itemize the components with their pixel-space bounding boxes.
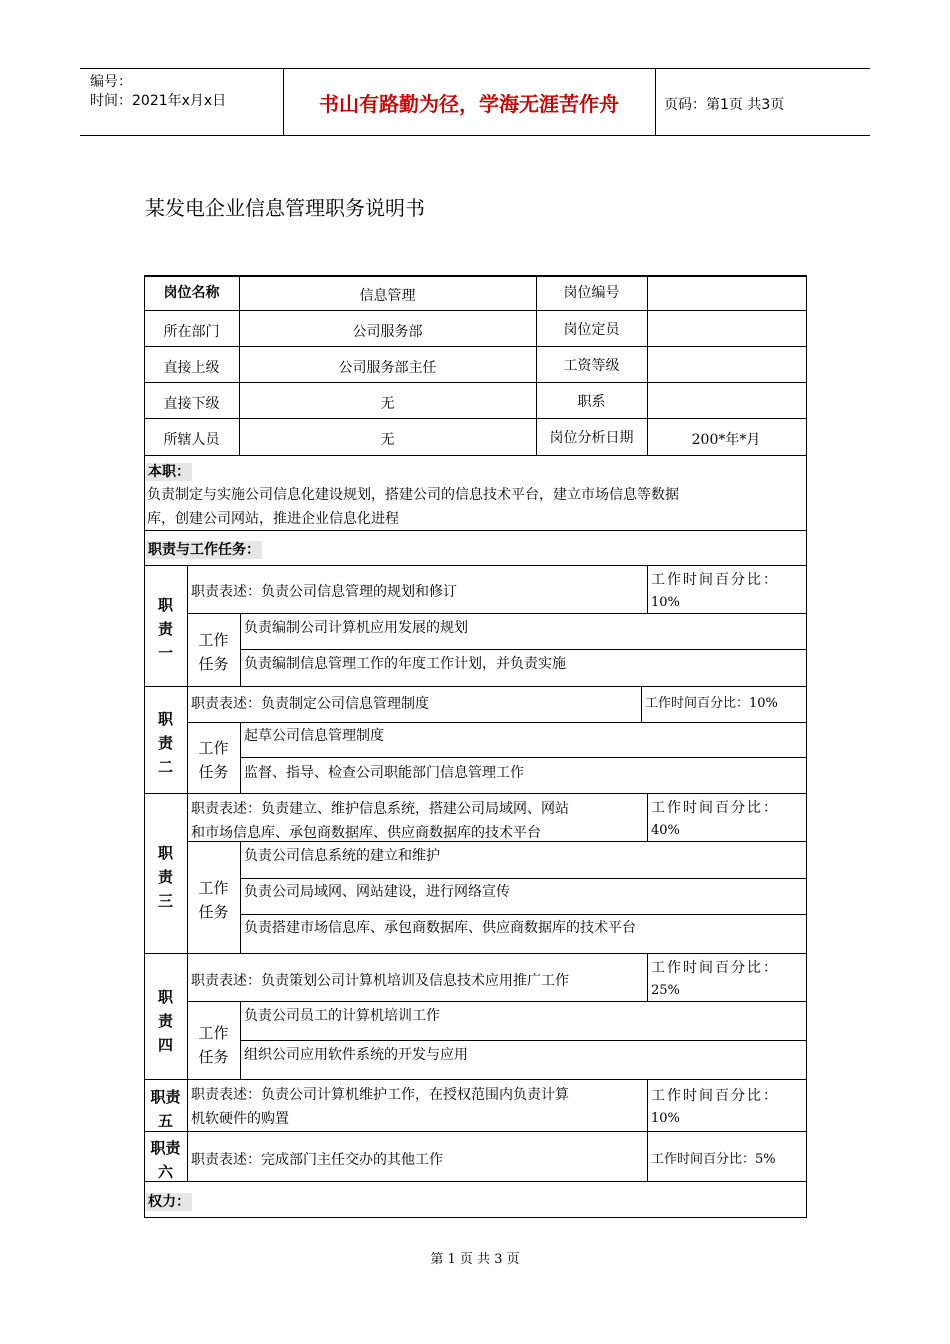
time-percentage-label: 工作时间百分比： — [651, 1088, 779, 1104]
duty-4-task: 负责公司员工的计算机培训工作 — [244, 1008, 440, 1024]
table-rule — [647, 953, 648, 1001]
duty-1-task: 负责编制公司计算机应用发展的规划 — [244, 620, 468, 636]
work-task-label: 工作 — [198, 631, 229, 649]
duty-2-work-task-label — [187, 736, 240, 784]
position-name-value: 信息管理 — [359, 288, 416, 304]
duty-label-char: 责 — [157, 620, 173, 638]
header-page-info: 页码：第1页 共3页 — [664, 97, 785, 113]
table-rule — [144, 418, 807, 419]
duty-label-char: 五 — [157, 1112, 173, 1130]
table-rule — [240, 841, 241, 953]
duty-label-char: 责 — [157, 868, 173, 886]
table-rule — [647, 1131, 648, 1181]
time-percentage-label: 工作时间百分比： — [651, 960, 779, 976]
duty-description-line: 职责表述：负责公司计算机维护工作，在授权范围内负责计算 — [191, 1087, 569, 1103]
time-percentage-label: 工作时间百分比： — [651, 800, 779, 816]
duty-3-time-percentage — [651, 797, 805, 842]
duty-label-char: 责 — [157, 734, 173, 752]
duty-5-description — [191, 1083, 647, 1131]
work-task-label: 工作 — [198, 739, 229, 757]
table-rule — [144, 382, 807, 383]
table-rule — [144, 455, 807, 456]
duty-label-char: 职 — [157, 844, 173, 862]
duty-1-time-percentage — [651, 569, 805, 614]
table-rule — [144, 953, 807, 954]
table-rule — [144, 275, 807, 277]
table-rule — [144, 793, 807, 794]
duty-label-char: 四 — [157, 1036, 173, 1054]
header-bottom-rule — [80, 135, 870, 136]
duty-label-char: 职 — [157, 988, 173, 1006]
power-section-label: 权力： — [148, 1194, 190, 1210]
table-rule — [240, 649, 807, 650]
header-motto: 书山有路勤为径，学海无涯苦作舟 — [319, 92, 619, 116]
duty-1-work-task-label — [187, 628, 240, 676]
duty-text-line: 库，创建公司网站，推进企业信息化进程 — [147, 511, 399, 527]
duty-label-char: 职 — [157, 710, 173, 728]
duty-3-task: 负责公司局域网、网站建设，进行网络宣传 — [244, 884, 510, 900]
table-rule — [647, 565, 648, 613]
job-series-label: 职系 — [577, 394, 606, 410]
duty-3-task: 负责搭建市场信息库、承包商数据库、供应商数据库的技术平台 — [244, 920, 636, 936]
table-rule — [144, 346, 807, 347]
time-percentage-label: 工作时间百分比： — [651, 572, 779, 588]
position-name-label: 岗位名称 — [163, 285, 220, 301]
salary-grade-label: 工资等级 — [563, 358, 620, 374]
analysis-date-label: 岗位分析日期 — [549, 430, 634, 446]
duty-label-char: 职责 — [150, 1139, 181, 1157]
time-percentage-value: 10% — [651, 595, 680, 610]
doc-time-label: 时间：2021年x月x日 — [90, 93, 227, 109]
duty-6-label — [144, 1136, 187, 1184]
table-rule — [240, 1040, 807, 1041]
duty-2-label — [144, 707, 187, 779]
table-rule — [144, 310, 807, 311]
table-rule — [187, 841, 807, 842]
department-value: 公司服务部 — [352, 324, 423, 340]
document-title: 某发电企业信息管理职务说明书 — [145, 196, 425, 220]
duty-description-line: 和市场信息库、承包商数据库、供应商数据库的技术平台 — [191, 825, 541, 841]
duty-label-char: 一 — [157, 644, 173, 662]
table-rule — [240, 757, 807, 758]
duty-2-description: 职责表述：负责制定公司信息管理制度 — [191, 696, 429, 712]
duty-6-description: 职责表述：完成部门主任交办的其他工作 — [191, 1152, 443, 1168]
job-description-table — [144, 275, 807, 1218]
duty-label-char: 二 — [157, 758, 173, 776]
duty-text — [147, 483, 807, 531]
duty-2-task: 起草公司信息管理制度 — [244, 728, 384, 744]
duty-2-task: 监督、指导、检查公司职能部门信息管理工作 — [244, 765, 524, 781]
header-top-rule — [80, 68, 870, 69]
header-divider — [655, 68, 656, 136]
managed-staff-label: 所辖人员 — [163, 432, 220, 448]
headcount-label: 岗位定员 — [563, 322, 620, 338]
table-rule — [641, 686, 642, 722]
duty-label-char: 职责 — [150, 1088, 181, 1106]
subordinate-label: 直接下级 — [163, 396, 220, 412]
table-rule — [144, 1079, 807, 1080]
duty-label-char: 三 — [157, 892, 173, 910]
work-task-label: 工作 — [198, 1024, 229, 1042]
duty-label-char: 责 — [157, 1012, 173, 1030]
duty-4-time-percentage — [651, 957, 805, 1002]
table-rule — [187, 722, 807, 723]
managed-staff-value: 无 — [380, 432, 395, 448]
duty-label-char: 职 — [157, 596, 173, 614]
doc-number-label: 编号： — [90, 74, 132, 90]
table-rule — [144, 686, 807, 687]
table-rule — [240, 878, 807, 879]
table-rule — [144, 1181, 807, 1182]
page-footer: 第 1 页 共 3 页 — [430, 1252, 520, 1267]
table-rule — [144, 565, 807, 566]
time-percentage-value: 10% — [651, 1111, 680, 1126]
department-label: 所在部门 — [163, 324, 220, 340]
position-code-label: 岗位编号 — [563, 285, 620, 301]
duty-6-time-percentage: 工作时间百分比：5% — [651, 1152, 776, 1167]
duty-1-task: 负责编制信息管理工作的年度工作计划，并负责实施 — [244, 656, 566, 672]
table-rule — [144, 530, 807, 531]
duty-4-label — [144, 985, 187, 1057]
time-percentage-value: 25% — [651, 983, 680, 998]
work-task-label: 任务 — [198, 1048, 229, 1066]
duty-3-work-task-label — [187, 876, 240, 924]
time-percentage-value: 40% — [651, 823, 680, 838]
duty-5-label — [144, 1085, 187, 1133]
work-task-label: 任务 — [198, 903, 229, 921]
table-rule — [187, 1001, 807, 1002]
duty-1-label — [144, 593, 187, 665]
duty-label-char: 六 — [157, 1163, 173, 1181]
table-rule — [647, 1079, 648, 1131]
duty-4-work-task-label — [187, 1021, 240, 1069]
table-rule — [240, 914, 807, 915]
table-rule — [144, 1131, 807, 1132]
work-task-label: 任务 — [198, 763, 229, 781]
duty-1-description: 职责表述：负责公司信息管理的规划和修订 — [191, 584, 457, 600]
duty-4-description: 职责表述：负责策划公司计算机培训及信息技术应用推广工作 — [191, 973, 569, 989]
duty-2-time-percentage: 工作时间百分比：10% — [645, 696, 778, 711]
superior-label: 直接上级 — [163, 360, 220, 376]
duty-3-task: 负责公司信息系统的建立和维护 — [244, 848, 440, 864]
duty-description-line: 机软硬件的购置 — [191, 1111, 289, 1127]
duty-3-description — [191, 797, 647, 845]
work-task-label: 工作 — [198, 879, 229, 897]
analysis-date-value: 200*年*月 — [691, 432, 761, 448]
duty-text-line: 负责制定与实施公司信息化建设规划，搭建公司的信息技术平台，建立市场信息等数据 — [147, 487, 679, 503]
duty-3-label — [144, 841, 187, 913]
subordinate-value: 无 — [380, 396, 395, 412]
table-rule — [647, 793, 648, 841]
duty-section-label: 本职： — [148, 464, 190, 480]
table-rule — [187, 613, 807, 614]
work-task-label: 任务 — [198, 655, 229, 673]
duty-description-line: 职责表述：负责建立、维护信息系统，搭建公司局域网、网站 — [191, 801, 569, 817]
tasks-section-label: 职责与工作任务： — [148, 542, 260, 558]
duty-5-time-percentage — [651, 1085, 805, 1130]
duty-4-task: 组织公司应用软件系统的开发与应用 — [244, 1047, 468, 1063]
superior-value: 公司服务部主任 — [338, 360, 437, 376]
